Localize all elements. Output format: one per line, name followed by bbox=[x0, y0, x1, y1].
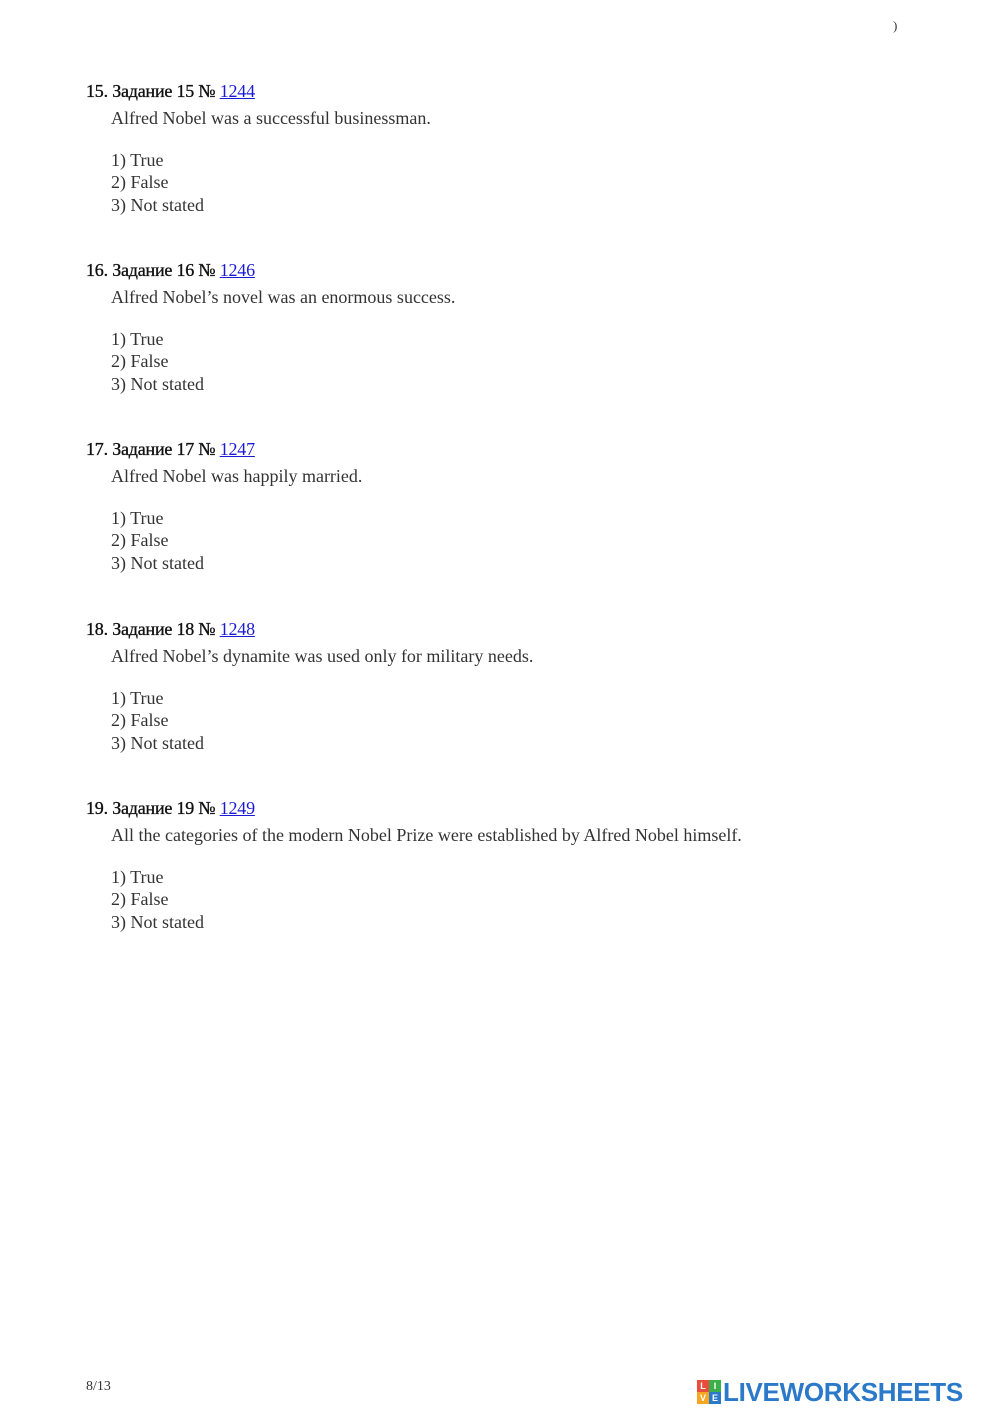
option-not-stated[interactable]: 3) Not stated bbox=[111, 373, 204, 394]
task-16 bbox=[86, 258, 906, 395]
option-false[interactable]: 2) False bbox=[111, 530, 169, 551]
task-statement: Alfred Nobel was happily married. bbox=[111, 466, 363, 486]
answer-options bbox=[111, 507, 906, 574]
task-17 bbox=[86, 437, 906, 574]
option-true[interactable]: 1) True bbox=[111, 867, 164, 887]
answer-options bbox=[111, 149, 906, 216]
task-statement: Alfred Nobel’s novel was an enormous success. bbox=[111, 287, 456, 307]
page-number: 8/13 bbox=[86, 1379, 111, 1394]
corner-mark: ) bbox=[893, 18, 898, 33]
task-header bbox=[86, 617, 906, 641]
task-19 bbox=[86, 796, 906, 933]
task-statement: All the categories of the modern Nobel Prize were established by Alfred Nobel himself. bbox=[111, 825, 742, 845]
option-false[interactable]: 2) False bbox=[111, 351, 169, 372]
task-title: 19. Задание 19 № bbox=[86, 798, 220, 818]
option-true[interactable]: 1) True bbox=[111, 150, 164, 170]
option-not-stated[interactable]: 3) Not stated bbox=[111, 732, 204, 753]
task-link[interactable]: 1244 bbox=[219, 81, 255, 101]
task-title: 15. Задание 15 № bbox=[86, 81, 220, 101]
task-header bbox=[86, 437, 906, 461]
answer-options bbox=[111, 328, 906, 395]
option-false[interactable]: 2) False bbox=[111, 172, 169, 193]
task-link[interactable]: 1249 bbox=[219, 798, 255, 818]
task-15 bbox=[86, 79, 906, 216]
option-not-stated[interactable]: 3) Not stated bbox=[111, 552, 204, 573]
option-true[interactable]: 1) True bbox=[111, 329, 164, 349]
option-not-stated[interactable]: 3) Not stated bbox=[111, 911, 204, 932]
task-title: 16. Задание 16 № bbox=[86, 260, 220, 280]
option-true[interactable]: 1) True bbox=[111, 688, 164, 708]
task-link[interactable]: 1247 bbox=[219, 439, 255, 459]
logo-square-e: E bbox=[709, 1392, 721, 1404]
option-true[interactable]: 1) True bbox=[111, 508, 164, 528]
answer-options bbox=[111, 866, 906, 933]
brand-name: LIVEWORKSHEETS bbox=[723, 1377, 963, 1407]
liveworksheets-brand[interactable] bbox=[697, 1378, 963, 1406]
task-statement: Alfred Nobel was a successful businessman. bbox=[111, 108, 431, 128]
liveworksheets-logo-icon bbox=[697, 1380, 721, 1404]
task-header bbox=[86, 258, 906, 282]
option-not-stated[interactable]: 3) Not stated bbox=[111, 194, 204, 215]
task-header bbox=[86, 79, 906, 103]
task-statement: Alfred Nobel’s dynamite was used only for military needs. bbox=[111, 646, 534, 666]
option-false[interactable]: 2) False bbox=[111, 710, 169, 731]
task-link[interactable]: 1248 bbox=[219, 619, 255, 639]
logo-square-i: I bbox=[709, 1380, 721, 1392]
task-title: 18. Задание 18 № bbox=[86, 619, 220, 639]
logo-square-l: L bbox=[697, 1380, 709, 1392]
answer-options bbox=[111, 687, 906, 754]
task-link[interactable]: 1246 bbox=[219, 260, 255, 280]
task-header bbox=[86, 796, 906, 820]
task-18 bbox=[86, 617, 906, 754]
logo-square-v: V bbox=[697, 1392, 709, 1404]
task-title: 17. Задание 17 № bbox=[86, 439, 220, 459]
option-false[interactable]: 2) False bbox=[111, 889, 169, 910]
